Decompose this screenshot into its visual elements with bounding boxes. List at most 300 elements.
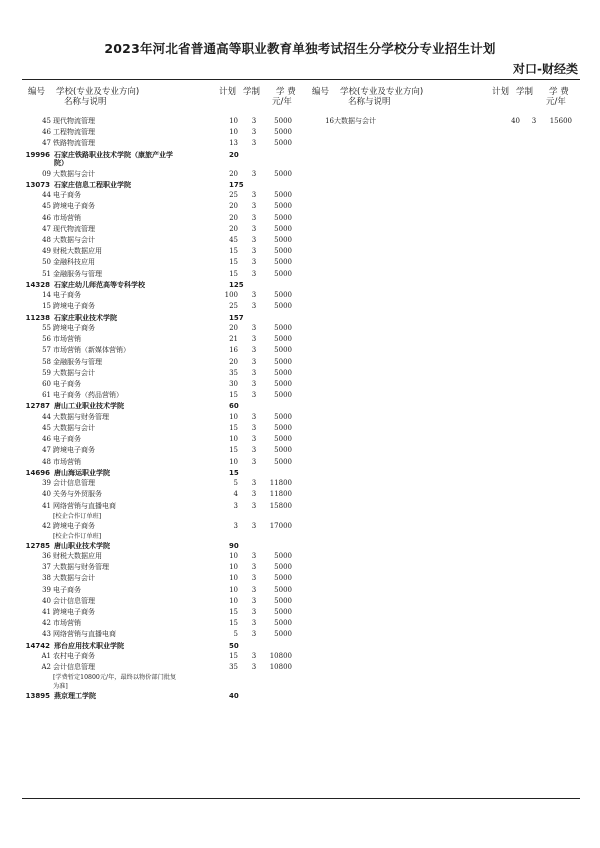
major-code: 09 — [42, 169, 51, 178]
major-row — [0, 435, 600, 445]
major-row — [0, 270, 600, 280]
major-name: 财税大数据应用 — [53, 247, 102, 256]
major-plan: 15 — [229, 607, 238, 616]
major-row — [0, 574, 600, 584]
school-code: 14742 — [25, 641, 50, 650]
major-row — [0, 358, 600, 368]
major-fee: 5000 — [274, 412, 292, 421]
major-name: 大数据与会计 — [53, 368, 95, 377]
major-years: 3 — [251, 651, 257, 660]
major-plan: 25 — [229, 191, 238, 200]
major-years: 3 — [251, 551, 257, 560]
major-fee: 5000 — [274, 551, 292, 560]
row-note: [校企合作订单班] — [53, 532, 102, 540]
major-fee: 5000 — [274, 619, 292, 628]
major-years: 3 — [531, 117, 537, 125]
major-name: 农村电子商务 — [53, 651, 95, 660]
major-plan: 10 — [229, 117, 238, 125]
major-fee: 5000 — [274, 457, 292, 466]
major-fee: 5000 — [274, 574, 292, 583]
major-row — [0, 597, 600, 607]
major-plan: 10 — [229, 585, 238, 594]
school-plan: 175 — [229, 180, 244, 189]
major-code: 39 — [42, 479, 51, 488]
major-code: 47 — [42, 446, 51, 455]
major-fee: 5000 — [274, 247, 292, 256]
major-years: 3 — [251, 247, 257, 256]
major-years: 3 — [251, 191, 257, 200]
major-row — [0, 424, 600, 434]
school-plan: 15 — [229, 468, 239, 477]
major-code: 48 — [42, 457, 51, 466]
major-row — [0, 502, 600, 512]
school-row — [0, 542, 600, 552]
major-years: 3 — [251, 574, 257, 583]
major-fee: 5000 — [274, 117, 292, 125]
major-name: 大数据与会计 — [53, 235, 95, 244]
header-code-right: 编号 — [312, 87, 330, 97]
major-years: 3 — [251, 323, 257, 332]
header-fee-line1-right: 学 费 — [549, 87, 569, 97]
school-name: 唐山职业技术学院 — [54, 541, 110, 550]
major-name: 财税大数据应用 — [53, 551, 102, 560]
major-plan: 20 — [229, 224, 238, 233]
major-name: 大数据与会计 — [53, 423, 95, 432]
major-fee: 5000 — [274, 302, 292, 311]
major-row — [0, 191, 600, 201]
major-years: 3 — [251, 423, 257, 432]
school-plan: 60 — [229, 402, 239, 411]
major-years: 3 — [251, 630, 257, 639]
school-code: 11238 — [25, 313, 50, 322]
major-years: 3 — [251, 346, 257, 355]
footer-rule — [22, 798, 580, 799]
school-row — [0, 150, 600, 168]
major-row — [0, 663, 600, 673]
major-plan: 3 — [233, 501, 238, 510]
major-row — [0, 630, 600, 640]
major-code: 40 — [42, 596, 51, 605]
page-title: 2023年河北省普通高等职业教育单独考试招生分学校分专业招生计划 — [104, 41, 496, 56]
major-row — [0, 490, 600, 500]
major-fee: 5000 — [274, 269, 292, 278]
major-plan: 15 — [229, 651, 238, 660]
major-row — [0, 608, 600, 618]
major-name: 市场营销 — [53, 213, 81, 222]
major-fee: 15800 — [269, 501, 292, 510]
major-plan: 20 — [229, 357, 238, 366]
major-code: 43 — [42, 630, 51, 639]
major-years: 3 — [251, 563, 257, 572]
school-row — [0, 642, 600, 652]
school-row — [0, 692, 600, 702]
major-row — [0, 446, 600, 456]
major-row — [0, 214, 600, 224]
major-plan: 40 — [511, 117, 520, 125]
major-name: 跨境电子商务 — [53, 202, 95, 211]
major-row — [0, 479, 600, 489]
major-row — [0, 335, 600, 345]
major-years: 3 — [251, 117, 257, 125]
major-fee: 5000 — [274, 379, 292, 388]
major-plan: 30 — [229, 379, 238, 388]
major-code: 46 — [42, 435, 51, 444]
school-plan: 157 — [229, 313, 244, 322]
school-code: 13073 — [25, 180, 50, 189]
header-years-right: 学制 — [516, 87, 534, 97]
major-plan: 10 — [229, 435, 238, 444]
header-rule — [22, 79, 580, 80]
major-code: 38 — [42, 574, 51, 583]
major-plan: 20 — [229, 323, 238, 332]
major-years: 3 — [251, 368, 257, 377]
major-row — [0, 619, 600, 629]
major-code: 45 — [42, 117, 51, 125]
major-years: 3 — [251, 435, 257, 444]
major-years: 3 — [251, 224, 257, 233]
major-plan: 10 — [229, 128, 238, 137]
major-code: 48 — [42, 235, 51, 244]
major-years: 3 — [251, 391, 257, 400]
major-name: 金融科技应用 — [53, 258, 95, 267]
major-plan: 15 — [229, 446, 238, 455]
major-row — [0, 128, 600, 138]
major-code: 49 — [42, 247, 51, 256]
major-plan: 10 — [229, 412, 238, 421]
major-fee: 5000 — [274, 346, 292, 355]
major-row — [0, 258, 600, 268]
major-name: 会计信息管理 — [53, 596, 95, 605]
major-plan: 10 — [229, 457, 238, 466]
school-plan: 125 — [229, 280, 244, 289]
major-name: 金融服务与管理 — [53, 269, 102, 278]
header-school-line1-right: 学校(专业及专业方向) — [340, 87, 424, 97]
major-fee: 5000 — [274, 357, 292, 366]
major-plan: 10 — [229, 574, 238, 583]
major-plan: 10 — [229, 563, 238, 572]
header-plan: 计划 — [219, 87, 237, 97]
major-name: 大数据与会计 — [334, 117, 376, 125]
major-fee: 5000 — [274, 563, 292, 572]
major-code: 37 — [42, 563, 51, 572]
major-row — [0, 586, 600, 596]
major-name: 大数据与会计 — [53, 574, 95, 583]
major-name: 电子商务 — [53, 585, 81, 594]
major-fee: 15600 — [549, 117, 572, 125]
major-years: 3 — [251, 202, 257, 211]
major-code: 51 — [42, 269, 51, 278]
major-code: 50 — [42, 258, 51, 267]
major-plan: 10 — [229, 551, 238, 560]
major-fee: 5000 — [274, 128, 292, 137]
major-plan: 20 — [229, 202, 238, 211]
major-code: 47 — [42, 139, 51, 148]
major-plan: 5 — [233, 630, 238, 639]
school-name: 燕京理工学院 — [54, 691, 96, 700]
major-plan: 45 — [229, 235, 238, 244]
school-row — [0, 314, 600, 324]
major-name: 跨境电子商务 — [53, 521, 95, 530]
school-code: 12785 — [25, 541, 50, 550]
major-fee: 5000 — [274, 607, 292, 616]
major-row — [0, 202, 600, 212]
major-code: 39 — [42, 585, 51, 594]
major-fee: 17000 — [269, 521, 292, 530]
school-code: 13895 — [25, 691, 50, 700]
major-name: 会计信息管理 — [53, 663, 95, 672]
major-years: 3 — [251, 501, 257, 510]
major-name: 市场营销 — [53, 335, 81, 344]
header-school-line2-right: 名称与说明 — [348, 97, 391, 107]
major-fee: 5000 — [274, 139, 292, 148]
major-name: 现代物流管理 — [53, 224, 95, 233]
major-plan: 15 — [229, 247, 238, 256]
major-code: 44 — [42, 412, 51, 421]
major-row — [0, 117, 600, 127]
major-years: 3 — [251, 596, 257, 605]
major-years: 3 — [251, 128, 257, 137]
major-years: 3 — [251, 379, 257, 388]
major-fee: 5000 — [274, 224, 292, 233]
major-years: 3 — [251, 446, 257, 455]
major-plan: 35 — [229, 663, 238, 672]
major-row — [0, 413, 600, 423]
major-name: 会计信息管理 — [53, 479, 95, 488]
major-plan: 15 — [229, 391, 238, 400]
major-years: 3 — [251, 521, 257, 530]
major-name: 电子商务 — [53, 191, 81, 200]
school-name: 唐山工业职业技术学院 — [54, 402, 124, 411]
major-code: 45 — [42, 423, 51, 432]
major-fee: 5000 — [274, 435, 292, 444]
major-code: 42 — [42, 619, 51, 628]
major-years: 3 — [251, 585, 257, 594]
major-fee: 5000 — [274, 213, 292, 222]
major-code: 46 — [42, 128, 51, 137]
major-years: 3 — [251, 235, 257, 244]
major-name: 电子商务 — [53, 379, 81, 388]
major-row — [0, 458, 600, 468]
major-years: 3 — [251, 169, 257, 178]
major-years: 3 — [251, 335, 257, 344]
major-years: 3 — [251, 412, 257, 421]
major-years: 3 — [251, 357, 257, 366]
major-name: 大数据与财务管理 — [53, 412, 109, 421]
major-name: 现代物流管理 — [53, 117, 95, 125]
school-row — [0, 281, 600, 291]
school-code: 12787 — [25, 402, 50, 411]
major-code: 42 — [42, 521, 51, 530]
major-fee: 5000 — [274, 323, 292, 332]
major-code: 61 — [42, 391, 51, 400]
major-code: 57 — [42, 346, 51, 355]
major-name: 市场营销（新媒体营销） — [53, 346, 130, 355]
major-name: 大数据与财务管理 — [53, 563, 109, 572]
school-code: 19996 — [25, 150, 50, 159]
major-fee: 5000 — [274, 202, 292, 211]
major-row — [0, 391, 600, 401]
major-name: 跨境电子商务 — [53, 607, 95, 616]
major-row — [0, 346, 600, 356]
header-fee-line2: 元/年 — [272, 97, 292, 107]
major-plan: 100 — [224, 291, 238, 300]
major-code: 44 — [42, 191, 51, 200]
major-name: 跨境电子商务 — [53, 302, 95, 311]
major-code: 45 — [42, 202, 51, 211]
major-name: 跨境电子商务 — [53, 323, 95, 332]
major-code: A2 — [41, 663, 51, 672]
category-label: 对口-财经类 — [513, 62, 578, 76]
major-years: 3 — [251, 607, 257, 616]
major-code: 41 — [42, 501, 51, 510]
major-years: 3 — [251, 302, 257, 311]
row-note: [校企合作订单班] — [53, 512, 102, 520]
major-code: A1 — [41, 651, 51, 660]
school-name: 石家庄幼儿师范高等专科学校 — [54, 280, 145, 289]
major-name: 金融服务与管理 — [53, 357, 102, 366]
major-plan: 15 — [229, 269, 238, 278]
major-name: 电子商务（药品营销） — [53, 391, 123, 400]
major-row — [0, 247, 600, 257]
school-row — [0, 402, 600, 412]
major-row — [0, 522, 600, 532]
header-years: 学制 — [243, 87, 261, 97]
major-fee: 10800 — [269, 651, 292, 660]
major-name: 市场营销 — [53, 619, 81, 628]
major-years: 3 — [251, 490, 257, 499]
major-plan: 15 — [229, 423, 238, 432]
major-name: 电子商务 — [53, 291, 81, 300]
major-code: 58 — [42, 357, 51, 366]
row-note: [学费暂定10800元/年，最终以物价部门批复 — [53, 674, 177, 682]
major-row — [0, 170, 600, 180]
major-plan: 20 — [229, 169, 238, 178]
major-fee: 5000 — [274, 423, 292, 432]
major-fee: 10800 — [269, 663, 292, 672]
major-name: 跨境电子商务 — [53, 446, 95, 455]
major-fee: 5000 — [274, 235, 292, 244]
major-fee: 5000 — [274, 191, 292, 200]
header-fee-line1: 学 费 — [276, 87, 296, 97]
major-fee: 5000 — [274, 446, 292, 455]
major-fee: 5000 — [274, 630, 292, 639]
major-plan: 3 — [233, 521, 238, 530]
major-plan: 15 — [229, 619, 238, 628]
header-code: 编号 — [28, 87, 46, 97]
major-code: 55 — [42, 323, 51, 332]
major-code: 16 — [325, 117, 334, 125]
major-plan: 20 — [229, 213, 238, 222]
major-fee: 5000 — [274, 291, 292, 300]
major-name: 大数据与会计 — [53, 169, 95, 178]
school-name: 唐山海运职业学院 — [54, 468, 110, 477]
major-row — [0, 324, 600, 334]
major-years: 3 — [251, 213, 257, 222]
school-name: 邢台应用技术职业学院 — [54, 641, 124, 650]
note-row — [0, 674, 600, 690]
major-name: 工程物流管理 — [53, 128, 95, 137]
major-years: 3 — [251, 457, 257, 466]
major-plan: 35 — [229, 368, 238, 377]
major-code: 41 — [42, 607, 51, 616]
major-fee: 5000 — [274, 335, 292, 344]
major-plan: 21 — [229, 335, 238, 344]
school-row — [0, 181, 600, 191]
school-plan: 40 — [229, 691, 239, 700]
major-fee: 5000 — [274, 391, 292, 400]
major-fee: 5000 — [274, 258, 292, 267]
major-code: 36 — [42, 551, 51, 560]
major-years: 3 — [251, 663, 257, 672]
header-school-line2: 名称与说明 — [64, 97, 107, 107]
major-name: 网络营销与直播电商 — [53, 501, 116, 510]
major-plan: 5 — [233, 479, 238, 488]
major-row — [0, 369, 600, 379]
major-code: 59 — [42, 368, 51, 377]
major-name: 电子商务 — [53, 435, 81, 444]
major-plan: 15 — [229, 258, 238, 267]
school-plan: 50 — [229, 641, 239, 650]
major-row — [0, 552, 600, 562]
header-fee-line2-right: 元/年 — [546, 97, 566, 107]
major-years: 3 — [251, 619, 257, 628]
major-code: 47 — [42, 224, 51, 233]
major-row — [0, 139, 600, 149]
major-plan: 25 — [229, 302, 238, 311]
major-name: 铁路物流管理 — [53, 139, 95, 148]
major-years: 3 — [251, 269, 257, 278]
major-plan: 13 — [229, 139, 238, 148]
major-plan: 10 — [229, 596, 238, 605]
header-plan-right: 计划 — [492, 87, 510, 97]
major-fee: 11800 — [269, 479, 292, 488]
major-plan: 16 — [229, 346, 238, 355]
major-fee: 5000 — [274, 368, 292, 377]
major-row — [0, 563, 600, 573]
school-code: 14328 — [25, 280, 50, 289]
major-code: 40 — [42, 490, 51, 499]
major-name: 网络营销与直播电商 — [53, 630, 116, 639]
major-code: 14 — [42, 291, 51, 300]
major-row — [0, 291, 600, 301]
major-years: 3 — [251, 291, 257, 300]
school-name: 石家庄职业技术学院 — [54, 313, 117, 322]
school-name: 石家庄铁路职业技术学院（康旅产业学 — [54, 150, 173, 159]
major-code: 15 — [42, 302, 51, 311]
major-code: 46 — [42, 213, 51, 222]
school-row — [0, 469, 600, 479]
major-row — [0, 236, 600, 246]
school-name-cont: 院） — [54, 159, 68, 168]
school-plan: 20 — [229, 150, 239, 159]
major-code: 60 — [42, 379, 51, 388]
major-name: 市场营销 — [53, 457, 81, 466]
major-fee: 5000 — [274, 169, 292, 178]
row-note-cont: 为准] — [53, 682, 68, 690]
major-code: 56 — [42, 335, 51, 344]
major-fee: 11800 — [269, 490, 292, 499]
major-years: 3 — [251, 479, 257, 488]
major-years: 3 — [251, 139, 257, 148]
school-code: 14696 — [25, 468, 50, 477]
major-years: 3 — [251, 258, 257, 267]
major-name: 关务与外贸服务 — [53, 490, 102, 499]
header-school-line1: 学校(专业及专业方向) — [56, 87, 140, 97]
school-name: 石家庄信息工程职业学院 — [54, 180, 131, 189]
major-fee: 5000 — [274, 585, 292, 594]
major-row — [0, 302, 600, 312]
major-row — [0, 380, 600, 390]
